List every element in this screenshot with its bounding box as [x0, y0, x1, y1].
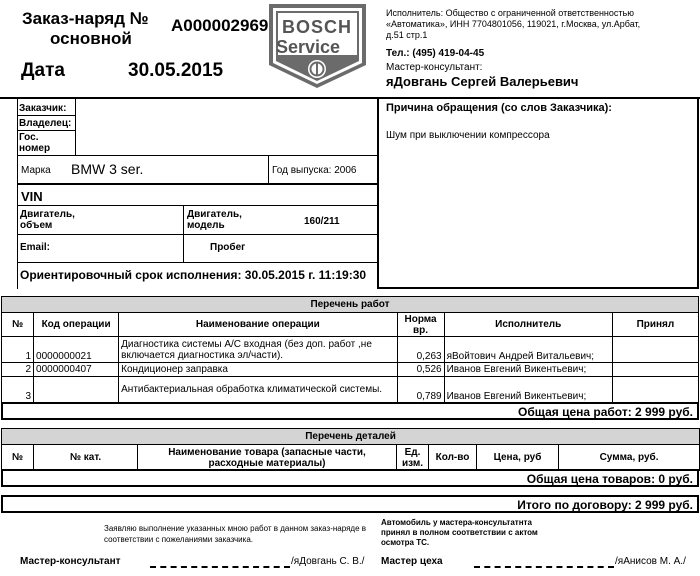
- parts-col-price: Цена, руб: [477, 445, 559, 471]
- contract-total: Итого по договору: 2 999 руб.: [517, 498, 693, 512]
- table-row: 3 Антибактериальная обработка климатической системы. 0,789 Иванов Евгений Викентьевич;: [2, 377, 699, 403]
- works-total-box: [1, 402, 699, 420]
- order-type: основной: [50, 29, 132, 48]
- shop-master-name: /яАнисов М. А./: [615, 556, 686, 567]
- contract-total-box: [1, 495, 699, 513]
- parts-total-box: [1, 469, 699, 487]
- parts-col-name: Наименование товара (запасные части, расходные материалы): [138, 445, 397, 471]
- engine-model-value: 160/211: [304, 216, 340, 227]
- engine-volume-label-2: объем: [20, 220, 53, 231]
- owner-label: Владелец:: [19, 118, 72, 129]
- works-title: Перечень работ: [2, 297, 699, 313]
- parts-col-cat: № кат.: [34, 445, 138, 471]
- parts-col-num: №: [2, 445, 34, 471]
- contractor-phone: Тел.: (495) 419-04-45: [386, 48, 485, 59]
- contractor-info: Исполнитель: Общество с ограниченной ответственностью «Автоматика», ИНН 7704801056, 119021, г.Москва, ул.Арбат, д.51 стр.1: [386, 8, 641, 40]
- bosch-service-logo: [268, 3, 367, 89]
- parts-total: Общая цена товаров: 0 руб.: [526, 472, 693, 486]
- master-name: яДовгань Сергей Валерьевич: [386, 74, 579, 89]
- master-signature-label: Мастер-консультант: [20, 556, 121, 567]
- order-title: Заказ-наряд №: [22, 9, 149, 28]
- date-value: 30.05.2015: [128, 60, 224, 81]
- shop-master-label: Мастер цеха: [381, 556, 443, 567]
- works-col-code: Код операции: [34, 313, 119, 337]
- date-label: Дата: [21, 60, 65, 81]
- parts-col-sum: Сумма, руб.: [559, 445, 700, 471]
- year-label: Год выпуска: 2006: [272, 165, 357, 176]
- reason-label: Причина обращения (со слов Заказчика):: [386, 102, 612, 114]
- parts-col-unit: Ед. изм.: [397, 445, 429, 471]
- gos-label-2: номер: [19, 143, 51, 154]
- engine-volume-label: Двигатель,: [20, 209, 75, 220]
- vin-label: VIN: [21, 189, 43, 204]
- master-signature-line: [150, 566, 290, 568]
- mileage-label: Пробег: [210, 242, 246, 253]
- customer-label: Заказчик:: [19, 103, 67, 114]
- parts-table: [1, 428, 700, 471]
- master-label: Мастер-консультант:: [386, 62, 483, 73]
- reason-text: Шум при выключении компрессора: [386, 130, 550, 141]
- works-table: [1, 296, 699, 403]
- works-col-num: №: [2, 313, 34, 337]
- gos-label: Гос.: [19, 132, 39, 143]
- works-col-norm: Норма вр.: [397, 313, 444, 337]
- works-col-name: Наименование операции: [119, 313, 397, 337]
- shop-master-signature-line: [474, 566, 614, 568]
- footer-acceptance: Автомобиль у мастера-консультатнта принял в полном соответствии с актом осмотра ТС.: [381, 518, 538, 547]
- email-label: Email:: [20, 242, 51, 253]
- brand-value: BMW 3 ser.: [71, 161, 144, 177]
- footer-statement: Заявляю выполнение указанных мною работ в данном заказ-наряде в соответствии с пожеланиями заказчика.: [104, 524, 367, 544]
- engine-model-label: Двигатель,: [187, 209, 242, 220]
- brand-label: Марка: [21, 165, 51, 176]
- parts-title: Перечень деталей: [2, 429, 700, 445]
- works-total: Общая цена работ: 2 999 руб.: [518, 405, 693, 419]
- engine-model-label-2: модель: [187, 220, 225, 231]
- works-col-accepted: Принял: [612, 313, 698, 337]
- works-col-executor: Исполнитель: [444, 313, 612, 337]
- table-row: 2 0000000407 Кондиционер заправка 0,526 Иванов Евгений Викентьевич;: [2, 363, 699, 377]
- logo-text-bosch: BOSCH: [282, 17, 353, 37]
- deadline: Ориентировочный срок исполнения: 30.05.2015 г. 11:19:30: [20, 268, 367, 282]
- master-signature-name: /яДовгань С. В./: [291, 556, 365, 567]
- parts-col-qty: Кол-во: [429, 445, 477, 471]
- table-row: 1 0000000021 Диагностика системы A/C входная (без доп. работ ,не включается диагностика эл/части). 0,263 яВойтович Андрей Витальевич;: [2, 337, 699, 363]
- logo-text-service: Service: [276, 37, 341, 57]
- order-number: A000002969: [171, 16, 269, 35]
